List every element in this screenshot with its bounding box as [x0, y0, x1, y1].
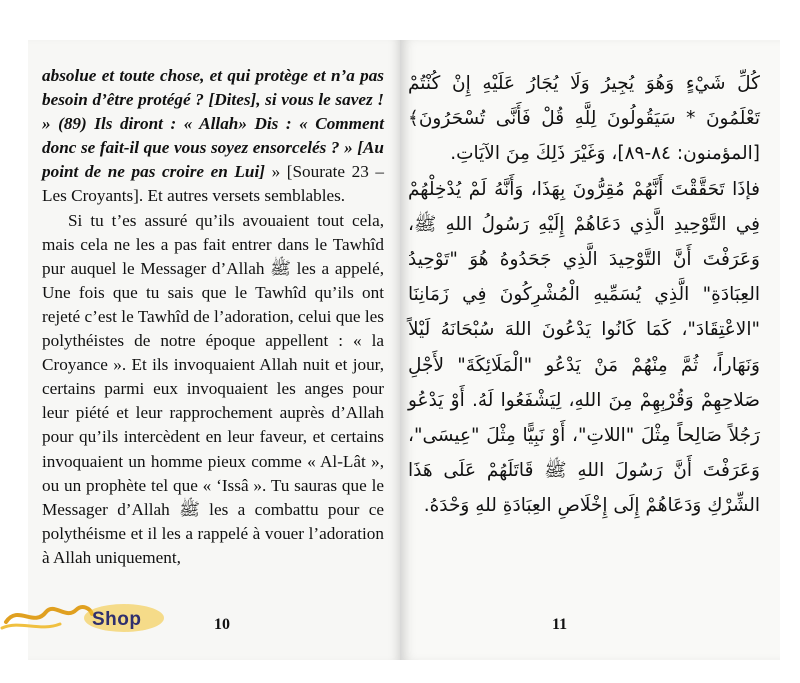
arabic-paragraph-1: كُلِّ شَيْءٍ وَهُوَ يُجِيرُ وَلَا يُجَارُ عَلَيْهِ إِنْ كُنْتُمْ تَعْلَمُونَ * سَيَقُولُونَ لِلَّهِ قُلْ فَأَنَّى تُسْحَرُونَ﴾ [المؤمنون: ٨٤-٨٩]، وَغَيْرَ ذَلِكَ مِنَ الآيَاتِ.: [408, 73, 760, 165]
shop-logo-text: Shop: [92, 609, 142, 630]
shop-logo-icon: [0, 598, 170, 638]
left-paragraph-2: Si tu t’es assuré qu’ils avouaient tout cela, mais cela ne les a pas fait entrer dans le Tawhîd pur auquel le Messager d’Allah ﷺ les a appelé, Une fois que tu sais que le Tawhîd qu’ils ont rejeté c’est le Tawhîd de l’adoration, celui que les polythéistes de notre époque appellent : « la Croyance ». Et ils invoquaient Allah nuit et jour, certains parmi eux invoquaient les anges pour leur piété et leur rapprochement auprès d’Allah pour qu’ils intercèdent en leur faveur, et certains invoquaient un homme pieux comme « Al-Lât », ou un prophète tel que « ‘Issâ ». Tu sauras que le Messager d’Allah ﷺ les a combattu pour ce polythéisme et il les a rappelé à vouer l’adoration à Allah uniquement,: [42, 210, 385, 567]
arabic-text-block: [408, 66, 760, 524]
page-number-right: 11: [552, 616, 568, 633]
left-page-text: [42, 64, 384, 570]
emphasized-text: absolue et toute chose, et qui protège et n’a pas besoin d’être protégé ? [Dites], si vous le savez ! » (89) Ils diront : « Allah» Dis : « Comment donc se fait-il que vous soyez ensorcelés ? » [Au point de ne pas croire en Lui]: [42, 66, 384, 182]
arabic-paragraph-2: فإذَا تَحَقَّقْتَ أَنَّهُمْ مُقِرُّونَ بِهَذَا، وَأَنَّهُ لَمْ يُدْخِلْهُمْ فِي التَّوْحِيدِ الَّذِي دَعَاهُمْ إِلَيْهِ رَسُولُ اللهِ ﷺ، وَعَرَفْتَ أَنَّ التَّوْحِيدَ الَّذِي جَحَدُوهُ هُوَ "تَوْحِيدُ العِبَادَةِ" الَّذِي يُسَمِّيهِ الْمُشْرِكُونَ فِي زَمَانِنَا "الاعْتِقَادَ"، كَمَا كَانُوا يَدْعُونَ اللهَ سُبْحَانَهُ لَيْلاً وَنَهَاراً، ثُمَّ مِنْهُمْ مَنْ يَدْعُو "الْمَلَائِكَةَ" لأَجْلِ صَلاحِهِمْ وَقُرْبِهِمْ مِنَ اللهِ، لِيَشْفَعُوا لَهُ. أَوْ يَدْعُو رَجُلاً صَالِحاً مِثْلَ "اللاتِ"، أَوْ نَبِيًّا مِثْلَ "عِيسَى"، وَعَرَفْتَ أَنَّ رَسُولَ اللهِ ﷺ قَاتَلَهُمْ عَلَى هَذَا الشِّرْكِ وَدَعَاهُمْ إِلَى إِخْلَاصِ العِبَادَةِ للهِ وَحْدَهُ.: [408, 178, 760, 517]
normal-text: » [Sourate 23 – Les Croyants]. Et autres versets semblables.: [42, 162, 384, 206]
left-paragraph-1: [42, 64, 384, 209]
page-number-left: 10: [214, 616, 230, 633]
